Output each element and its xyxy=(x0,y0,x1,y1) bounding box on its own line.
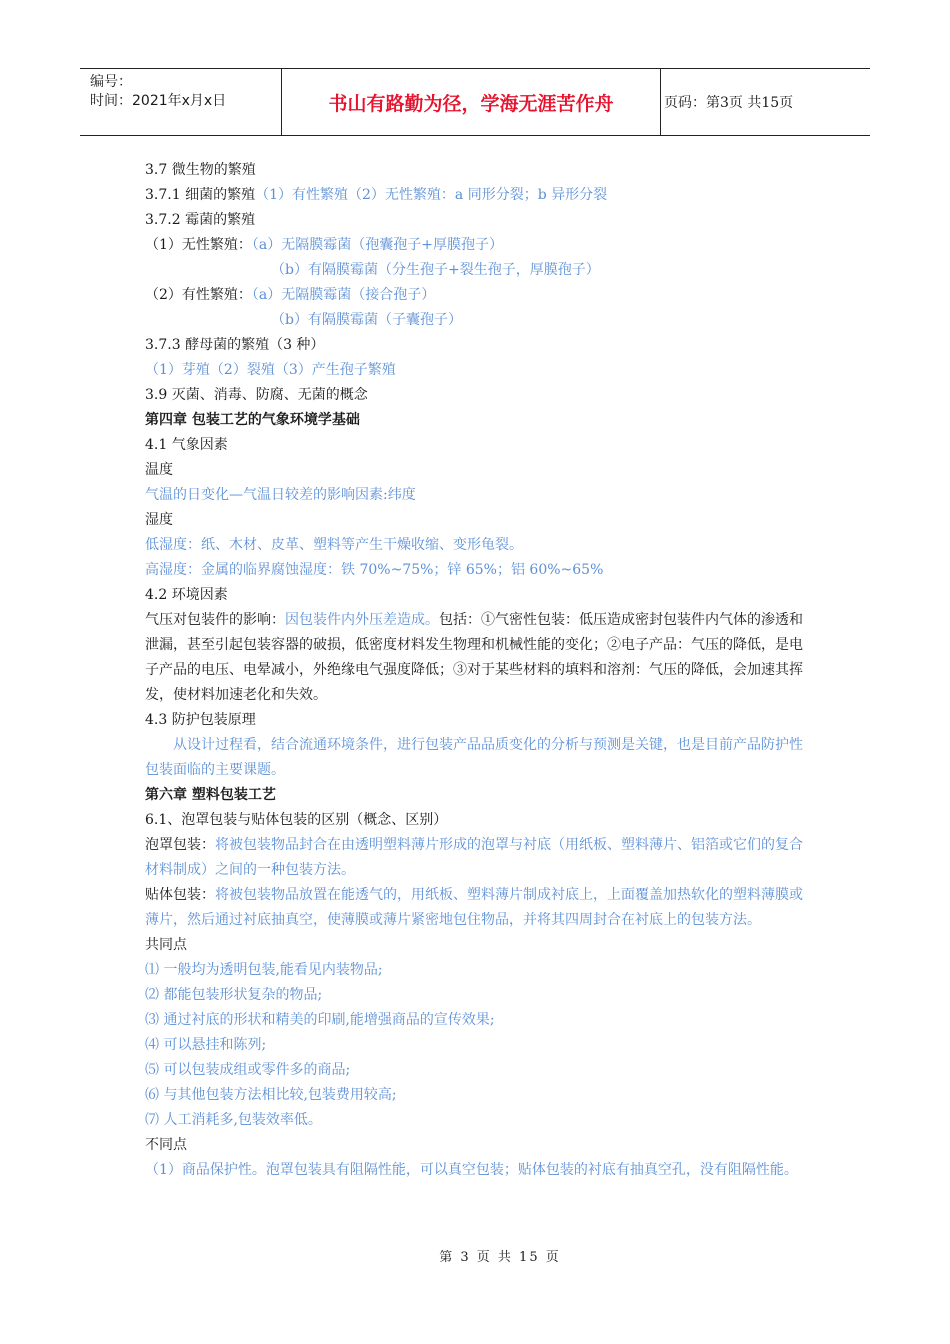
text-line: （2）有性繁殖：（a）无隔膜霉菌（接合孢子） xyxy=(145,287,436,303)
paragraph: （1）商品保护性。泡罩包装具有阻隔性能，可以真空包装；贴体包装的衬底有抽真空孔，没有阻隔性能。 xyxy=(145,1162,798,1178)
paragraph: 从设计过程看，结合流通环境条件，进行包装产品品质变化的分析与预测是关键，也是目前产品防护性包装面临的主要课题。 xyxy=(145,737,803,778)
list-item: ⑶ 通过衬底的形状和精美的印刷,能增强商品的宣传效果; xyxy=(145,1012,495,1028)
list-item: ⑺ 人工消耗多,包装效率低。 xyxy=(145,1112,322,1128)
text-line: （b）有隔膜霉菌（分生孢子+裂生孢子，厚膜孢子） xyxy=(271,262,600,278)
section-heading: 3.9 灭菌、消毒、防腐、无菌的概念 xyxy=(145,387,368,403)
text-line: （1）芽殖（2）裂殖（3）产生孢子繁殖 xyxy=(145,362,396,378)
section-heading: 4.2 环境因素 xyxy=(145,587,228,603)
header-left-cell xyxy=(80,69,282,135)
list-item: ⑷ 可以悬挂和陈列; xyxy=(145,1037,267,1053)
text-line: 高湿度：金属的临界腐蚀湿度：铁 70%~75%；锌 65%；铝 60%~65% xyxy=(145,562,604,578)
text-line: 低湿度：纸、木材、皮革、塑料等产生干燥收缩、变形龟裂。 xyxy=(145,537,523,553)
paragraph: 气压对包装件的影响：因包装件内外压差造成。包括：①气密性包装：低压造成密封包装件内气体的渗透和泄漏，甚至引起包装容器的破损，低密度材料发生物理和机械性能的变化；②电子产品：气压的降低，是电子产品的电压、电晕减小，外绝缘电气强度降低；③对于某些材料的填料和溶剂：气压的降低，会加速其挥发，使材料加速老化和失效。 xyxy=(145,612,803,703)
time-label: 时间：2021年x月x日 xyxy=(90,93,227,109)
list-item: ⑸ 可以包装成组或零件多的商品; xyxy=(145,1062,351,1078)
section-heading: 4.1 气象因素 xyxy=(145,437,228,453)
header-page-info: 页码：第3页 共15页 xyxy=(664,95,794,111)
text-line: 湿度 xyxy=(145,512,173,528)
paragraph: 泡罩包装：将被包装物品封合在由透明塑料薄片形成的泡罩与衬底（用纸板、塑料薄片、铝箔或它们的复合材料制成）之间的一种包装方法。 xyxy=(145,837,803,878)
list-item: ⑵ 都能包装形状复杂的物品; xyxy=(145,987,323,1003)
number-label: 编号： xyxy=(90,74,132,90)
document-body xyxy=(145,158,815,1183)
chapter-heading: 第四章 包装工艺的气象环境学基础 xyxy=(145,412,360,428)
page-header xyxy=(80,68,870,136)
text-line: 气温的日变化—气温日较差的影响因素:纬度 xyxy=(145,487,416,503)
text-line: 3.7.1 细菌的繁殖（1）有性繁殖（2）无性繁殖：a 同形分裂；b 异形分裂 xyxy=(145,187,608,203)
list-item: ⑴ 一般均为透明包装,能看见内装物品; xyxy=(145,962,383,978)
text-line: （b）有隔膜霉菌（子囊孢子） xyxy=(271,312,462,328)
page-footer: 第 3 页 共 15 页 xyxy=(439,1250,561,1265)
text-line: 温度 xyxy=(145,462,173,478)
text-line: 不同点 xyxy=(145,1137,187,1153)
section-heading: 3.7.3 酵母菌的繁殖（3 种） xyxy=(145,337,325,353)
list-item: ⑹ 与其他包装方法相比较,包装费用较高; xyxy=(145,1087,397,1103)
section-heading: 3.7.2 霉菌的繁殖 xyxy=(145,212,256,228)
text-line: （1）无性繁殖：（a）无隔膜霉菌（孢囊孢子+厚膜孢子） xyxy=(145,237,503,253)
section-heading: 3.7 微生物的繁殖 xyxy=(145,162,256,178)
section-heading: 6.1、泡罩包装与贴体包装的区别（概念、区别） xyxy=(145,812,448,828)
chapter-heading: 第六章 塑料包装工艺 xyxy=(145,787,276,803)
section-heading: 4.3 防护包装原理 xyxy=(145,712,256,728)
paragraph: 贴体包装：将被包装物品放置在能透气的，用纸板、塑料薄片制成衬底上，上面覆盖加热软化的塑料薄膜或薄片，然后通过衬底抽真空，使薄膜或薄片紧密地包住物品，并将其四周封合在衬底上的包装方法。 xyxy=(145,887,803,928)
text-line: 共同点 xyxy=(145,937,187,953)
header-motto: 书山有路勤为径，学海无涯苦作舟 xyxy=(282,69,661,135)
